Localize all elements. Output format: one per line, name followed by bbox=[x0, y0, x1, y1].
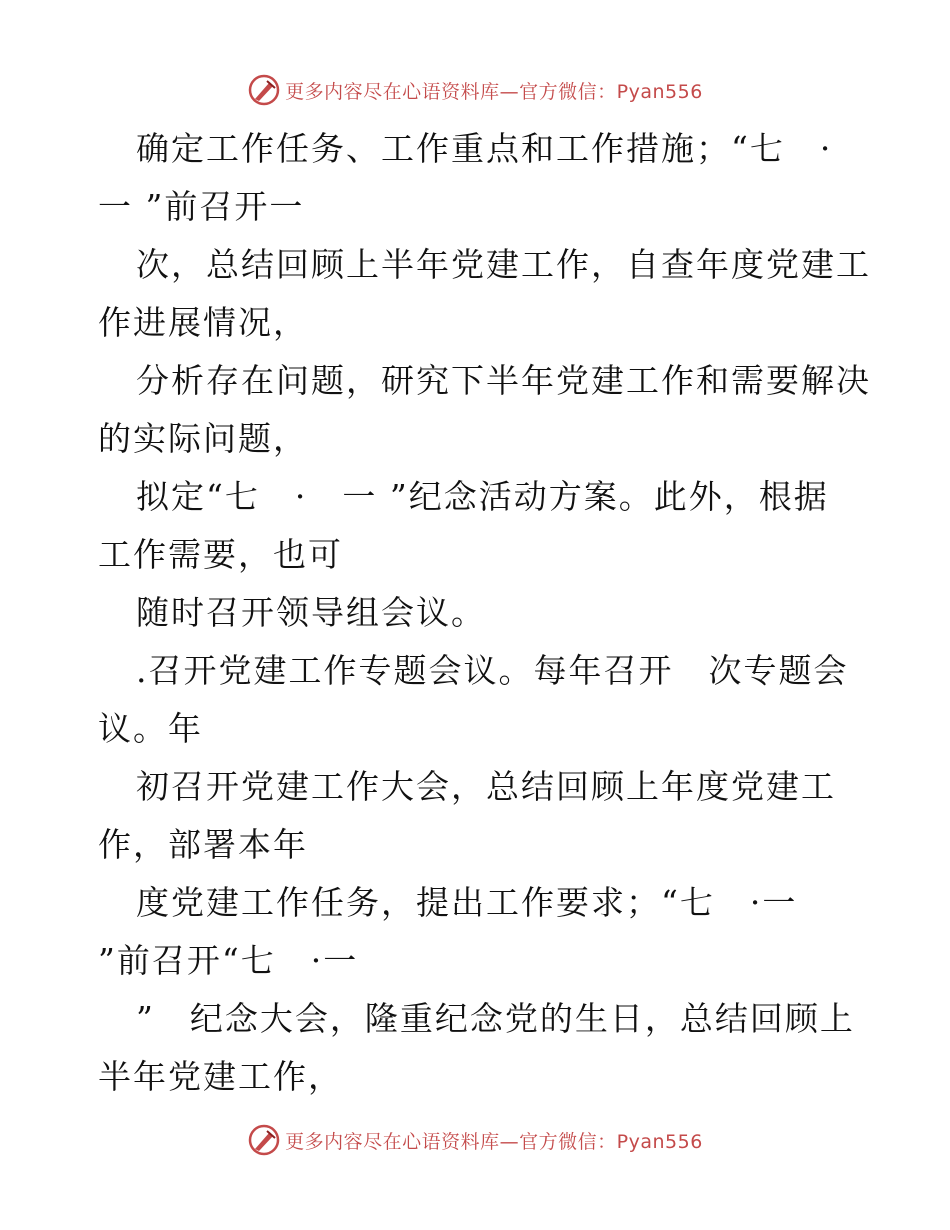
pen-seal-logo-icon bbox=[247, 73, 281, 107]
text-line: 半年党建工作， bbox=[98, 1057, 343, 1096]
text-line: .召开党建工作专题会议。每年召开 次专题会 bbox=[136, 651, 849, 690]
text-line: 分析存在问题，研究下半年党建工作和需要解决 bbox=[136, 361, 871, 400]
document-body bbox=[98, 120, 871, 1106]
footer-text: 更多内容尽在心语资料库—官方微信：Pyan556 bbox=[285, 1130, 703, 1153]
text-line: 拟定“七 · 一 ”纪念活动方案。此外，根据 bbox=[136, 477, 829, 516]
text-line: 议。年 bbox=[98, 709, 203, 748]
text-line: 工作需要，也可 bbox=[98, 535, 343, 574]
text-line: 的实际问题， bbox=[98, 419, 308, 458]
text-line: 初召开党建工作大会，总结回顾上年度党建工 bbox=[136, 767, 836, 806]
text-line: 随时召开领导组会议。 bbox=[136, 593, 486, 632]
text-line: 度党建工作任务，提出工作要求；“七 ·一 bbox=[136, 883, 798, 922]
text-line: 作进展情况， bbox=[98, 303, 308, 342]
text-line: ”前召开“七 ·一 bbox=[98, 941, 359, 980]
header-text: 更多内容尽在心语资料库—官方微信：Pyan556 bbox=[285, 80, 703, 103]
header-banner bbox=[0, 70, 950, 110]
text-line: 一 ”前召开一 bbox=[98, 187, 305, 226]
footer-banner bbox=[0, 1120, 950, 1160]
text-line: ” 纪念大会，隆重纪念党的生日，总结回顾上 bbox=[136, 999, 855, 1038]
pen-seal-logo-icon bbox=[247, 1123, 281, 1157]
text-line: 作，部署本年 bbox=[98, 825, 308, 864]
text-line: 次，总结回顾上半年党建工作，自查年度党建工 bbox=[136, 245, 871, 284]
text-line: 确定工作任务、工作重点和工作措施；“七 · bbox=[136, 129, 833, 168]
